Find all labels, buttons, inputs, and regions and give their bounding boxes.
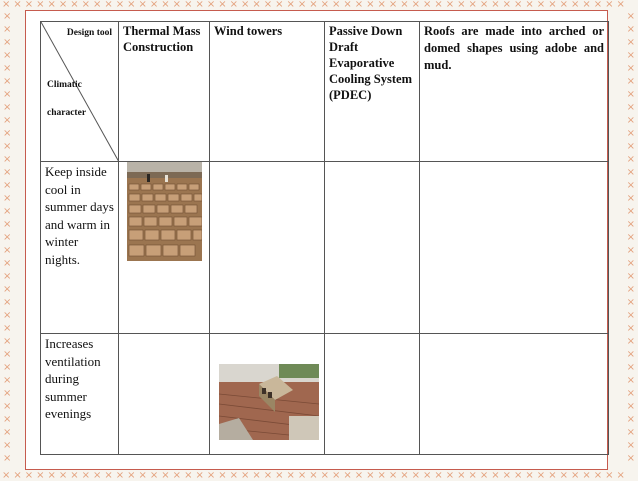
header-row [41, 22, 609, 162]
decorative-pattern-left: × × × × × × × × × × × × × × × × × × × × × × × × × × × × × × × × × × × [3, 11, 12, 464]
roofs-cell-row2 [420, 334, 609, 455]
slide [25, 10, 608, 470]
design-tool-label: Design tool [66, 28, 112, 38]
character-label: character [47, 108, 87, 118]
decorative-pattern-bottom: ××××××××××××××××××××××××××××××××××××××××××××××××××××××× [2, 470, 628, 481]
wind-towers-cell-row1 [210, 162, 325, 334]
table-row [41, 162, 609, 334]
pdec-cell-row2 [325, 334, 420, 455]
header-wind-towers: Wind towers [210, 22, 325, 162]
decorative-pattern-right: × × × × × × × × × × × × × × × × × × × × × × × × × × × × × × × × × × × [626, 11, 635, 464]
header-thermal-mass: Thermal Mass Construction [119, 22, 210, 162]
row-label-keep-cool: Keep inside cool in summer days and warm in winter nights. [41, 162, 119, 334]
climate-design-table [40, 21, 609, 455]
pdec-cell-row1 [325, 162, 420, 334]
corner-header-cell [41, 22, 119, 162]
climatic-label: Climatic [47, 80, 82, 90]
wind-towers-cell [210, 334, 325, 455]
header-roofs: Roofs are made into arched or domed shapes using adobe and mud. [420, 22, 609, 162]
thermal-mass-cell-row2 [119, 334, 210, 455]
thermal-mass-cell [119, 162, 210, 334]
header-pdec: Passive Down Draft Evaporative Cooling System (PDEC) [325, 22, 420, 162]
row-label-ventilation: Increases ventilation during summer evenings [41, 334, 119, 455]
table-row [41, 334, 609, 455]
adobe-bricks-drying-photo [127, 162, 202, 261]
decorative-pattern-top: ××××××××××××××××××××××××××××××××××××××××××××××××××××××× [2, 0, 628, 10]
roofs-cell-row1 [420, 162, 609, 334]
rooftop-wind-tower-photo [219, 364, 319, 440]
